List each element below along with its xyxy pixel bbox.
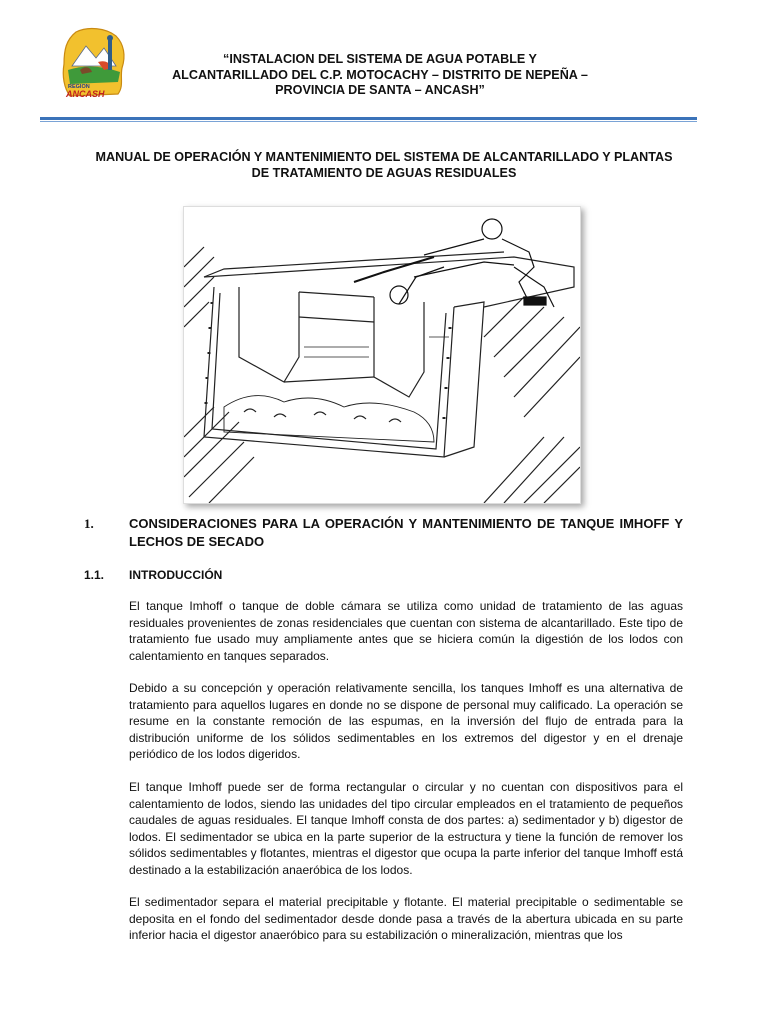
header-title-line-3: PROVINCIA DE SANTA – ANCASH” bbox=[275, 83, 485, 97]
imhoff-tank-illustration bbox=[183, 206, 581, 504]
manual-title-line-1: MANUAL DE OPERACIÓN Y MANTENIMIENTO DEL SISTEMA DE ALCANTARILLADO Y PLANTAS bbox=[95, 150, 673, 164]
header-rule bbox=[40, 117, 697, 120]
paragraph-2: Debido a su concepción y operación relativamente sencilla, los tanques Imhoff es una alternativa de tratamiento para aquellos lugares en donde no se dispone de personal muy calificado. La operación se resume en la constante remoción de las espumas, en la inversión del flujo de entrada para la distribución uniforme de los sólidos sedimentables en los extremos del digestor y en el drenaje periódico de los lodos digeridos. bbox=[129, 681, 683, 762]
region-ancash-logo bbox=[58, 26, 128, 100]
header-title-line-2: ALCANTARILLADO DEL C.P. MOTOCACHY – DISTRITO DE NEPEÑA – bbox=[172, 67, 588, 82]
paragraph-1: El tanque Imhoff o tanque de doble cámara se utiliza como unidad de tratamiento de las aguas residuales provenientes de zonas residenciales que cuentan con sistema de alcantarillado. Este tipo de tratamiento fue usado muy ampliamente antes que se hiciera común la digestión de los lodos con calentamiento en tanques separados. bbox=[129, 599, 683, 663]
paragraph-4: El sedimentador separa el material precipitable y flotante. El material precipitable o sedimentable se deposita en el fondo del sedimentador desde donde pasa a través de la abertura ubicada en su parte inferior hacia el digestor anaeróbico para su estabilización o mineralización, mientras que los bbox=[129, 895, 683, 943]
logo-text-region: REGION bbox=[68, 84, 90, 90]
manual-title-line-2: DE TRATAMIENTO DE AGUAS RESIDUALES bbox=[251, 165, 517, 180]
section-1-1-title: INTRODUCCIÓN bbox=[129, 568, 223, 582]
section-1-title: CONSIDERACIONES PARA LA OPERACIÓN Y MANTENIMIENTO DE TANQUE IMHOFF Y LECHOS DE SECADO bbox=[129, 516, 683, 549]
manual-title bbox=[80, 150, 688, 181]
document-header-title bbox=[140, 52, 620, 99]
logo-text-ancash: ANCASH bbox=[66, 89, 105, 99]
header-title-line-1: “INSTALACION DEL SISTEMA DE AGUA POTABLE Y bbox=[223, 52, 537, 66]
header-rule-thin bbox=[40, 121, 697, 122]
paragraph-3: El tanque Imhoff puede ser de forma rectangular o circular y no cuentan con dispositivos para el calentamiento de lodos, siendo las unidades del tipo circular empleados en el tratamiento de pequeños caudales de aguas residuales. El tanque Imhoff consta de dos partes: a) sedimentador y b) digestor de lodos. El sedimentador se ubica en la parte superior de la estructura y tiene la función de remover los sólidos sedimentables y flotantes, mientras el digestor que ocupa la parte inferior del tanque Imhoff está destinado a la estabilización anaeróbica de los lodos. bbox=[129, 780, 683, 877]
section-1-number: 1. bbox=[84, 516, 94, 531]
section-1-1-number: 1.1. bbox=[84, 568, 105, 582]
